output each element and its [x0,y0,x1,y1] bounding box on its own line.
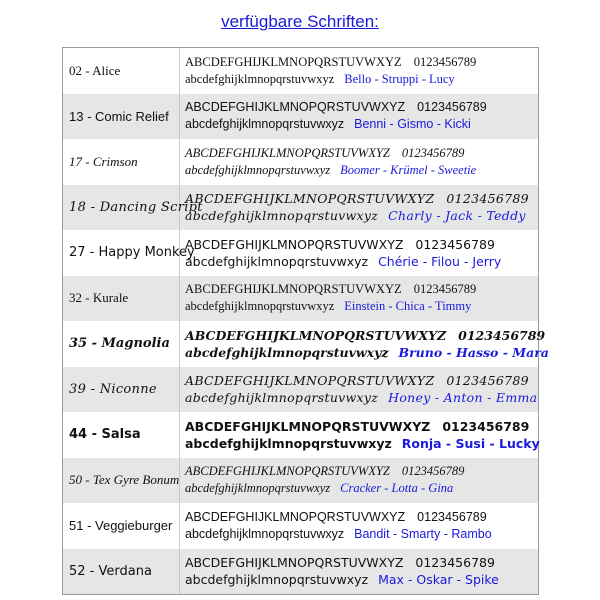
font-name: 44 - Salsa [63,412,180,458]
digits-sample: 0123456789 [446,191,529,207]
font-name: 51 - Veggieburger [63,503,180,549]
font-table [62,47,549,595]
font-sample [180,139,538,185]
lowercase-sample: abcdefghijklmnopqrstuvwxyz [185,117,345,132]
lowercase-sample: abcdefghijklmnopqrstuvwxyz [185,71,335,86]
uppercase-sample: ABCDEFGHIJKLMNOPQRSTUVWXYZ [185,373,435,389]
digits-sample: 0123456789 [458,327,546,343]
font-row-verdana [63,549,538,595]
font-sample [180,503,538,549]
digits-sample: 0123456789 [417,100,487,115]
font-row-kurale [63,276,538,322]
digits-sample: 0123456789 [442,418,530,434]
font-row-veggieburger [63,503,538,549]
font-name: 32 - Kurale [63,276,180,322]
font-sample [180,367,538,413]
pet-names: Benni - Gismo - Kicki [354,117,471,132]
lowercase-sample: abcdefghijklmnopqrstuvwxyz [185,208,379,224]
uppercase-sample: ABCDEFGHIJKLMNOPQRSTUVWXYZ [185,418,431,434]
lowercase-sample: abcdefghijklmnopqrstuvwxyz [185,162,331,177]
uppercase-sample: ABCDEFGHIJKLMNOPQRSTUVWXYZ [185,327,447,343]
font-row-crimson [63,139,538,185]
font-name: 27 - Happy Monkey [63,230,180,276]
uppercase-sample: ABCDEFGHIJKLMNOPQRSTUVWXYZ [185,236,404,252]
pet-names: Cracker - Lotta - Gina [340,481,454,496]
font-row-salsa [63,412,538,458]
uppercase-sample: ABCDEFGHIJKLMNOPQRSTUVWXYZ [185,282,402,297]
font-sample [180,185,538,231]
pet-names: Bruno - Hasso - Mara [398,344,549,360]
uppercase-sample: ABCDEFGHIJKLMNOPQRSTUVWXYZ [185,191,435,207]
font-sample [180,94,538,140]
uppercase-sample: ABCDEFGHIJKLMNOPQRSTUVWXYZ [185,464,390,479]
digits-sample: 0123456789 [413,54,477,69]
pet-names: Charly - Jack - Teddy [388,208,526,224]
font-name: 13 - Comic Relief [63,94,180,140]
lowercase-sample: abcdefghijklmnopqrstuvwxyz [185,572,369,588]
pet-names: Max - Oskar - Spike [378,572,499,588]
lowercase-sample: abcdefghijklmnopqrstuvwxyz [185,526,345,541]
font-sample [180,276,538,322]
font-row-magnolia [63,321,549,367]
pet-names: Boomer - Krümel - Sweetie [340,162,477,177]
font-sample [180,321,549,367]
font-name: 52 - Verdana [63,549,180,595]
pet-names: Chérie - Filou - Jerry [378,253,502,269]
lowercase-sample: abcdefghijklmnopqrstuvwxyz [185,481,331,496]
uppercase-sample: ABCDEFGHIJKLMNOPQRSTUVWXYZ [185,509,406,524]
digits-sample: 0123456789 [446,373,529,389]
pet-names: Ronja - Susi - Lucky [401,435,540,451]
lowercase-sample: abcdefghijklmnopqrstuvwxyz [185,299,335,314]
font-row-tex-gyre-bonum [63,458,538,504]
font-row-comic-relief [63,94,538,140]
digits-sample: 0123456789 [401,145,465,160]
digits-sample: 0123456789 [417,509,487,524]
font-name: 35 - Magnolia [63,321,180,367]
font-name: 50 - Tex Gyre Bonum [63,458,180,504]
font-sample [180,549,538,595]
font-row-dancing-script [63,185,538,231]
uppercase-sample: ABCDEFGHIJKLMNOPQRSTUVWXYZ [185,54,402,69]
font-sample [180,412,540,458]
lowercase-sample: abcdefghijklmnopqrstuvwxyz [185,344,389,360]
pet-names: Bello - Struppi - Lucy [344,71,455,86]
digits-sample: 0123456789 [401,464,465,479]
pet-names: Honey - Anton - Emma [388,390,538,406]
font-row-happy-monkey [63,230,538,276]
font-sample [180,458,538,504]
font-sample [180,230,538,276]
digits-sample: 0123456789 [415,555,495,571]
digits-sample: 0123456789 [415,236,495,252]
uppercase-sample: ABCDEFGHIJKLMNOPQRSTUVWXYZ [185,145,390,160]
uppercase-sample: ABCDEFGHIJKLMNOPQRSTUVWXYZ [185,100,406,115]
lowercase-sample: abcdefghijklmnopqrstuvwxyz [185,390,379,406]
font-row-alice [63,48,538,94]
lowercase-sample: abcdefghijklmnopqrstuvwxyz [185,435,392,451]
font-sample [180,48,538,94]
digits-sample: 0123456789 [413,282,477,297]
font-row-niconne [63,367,538,413]
lowercase-sample: abcdefghijklmnopqrstuvwxyz [185,253,369,269]
font-name: 02 - Alice [63,48,180,94]
font-name: 39 - Niconne [63,367,180,413]
uppercase-sample: ABCDEFGHIJKLMNOPQRSTUVWXYZ [185,555,404,571]
font-name: 18 - Dancing Script [63,185,180,231]
pet-names: Bandit - Smarty - Rambo [354,526,492,541]
pet-names: Einstein - Chica - Timmy [344,299,472,314]
page-title: verfügbare Schriften: [221,12,379,31]
font-name: 17 - Crimson [63,139,180,185]
